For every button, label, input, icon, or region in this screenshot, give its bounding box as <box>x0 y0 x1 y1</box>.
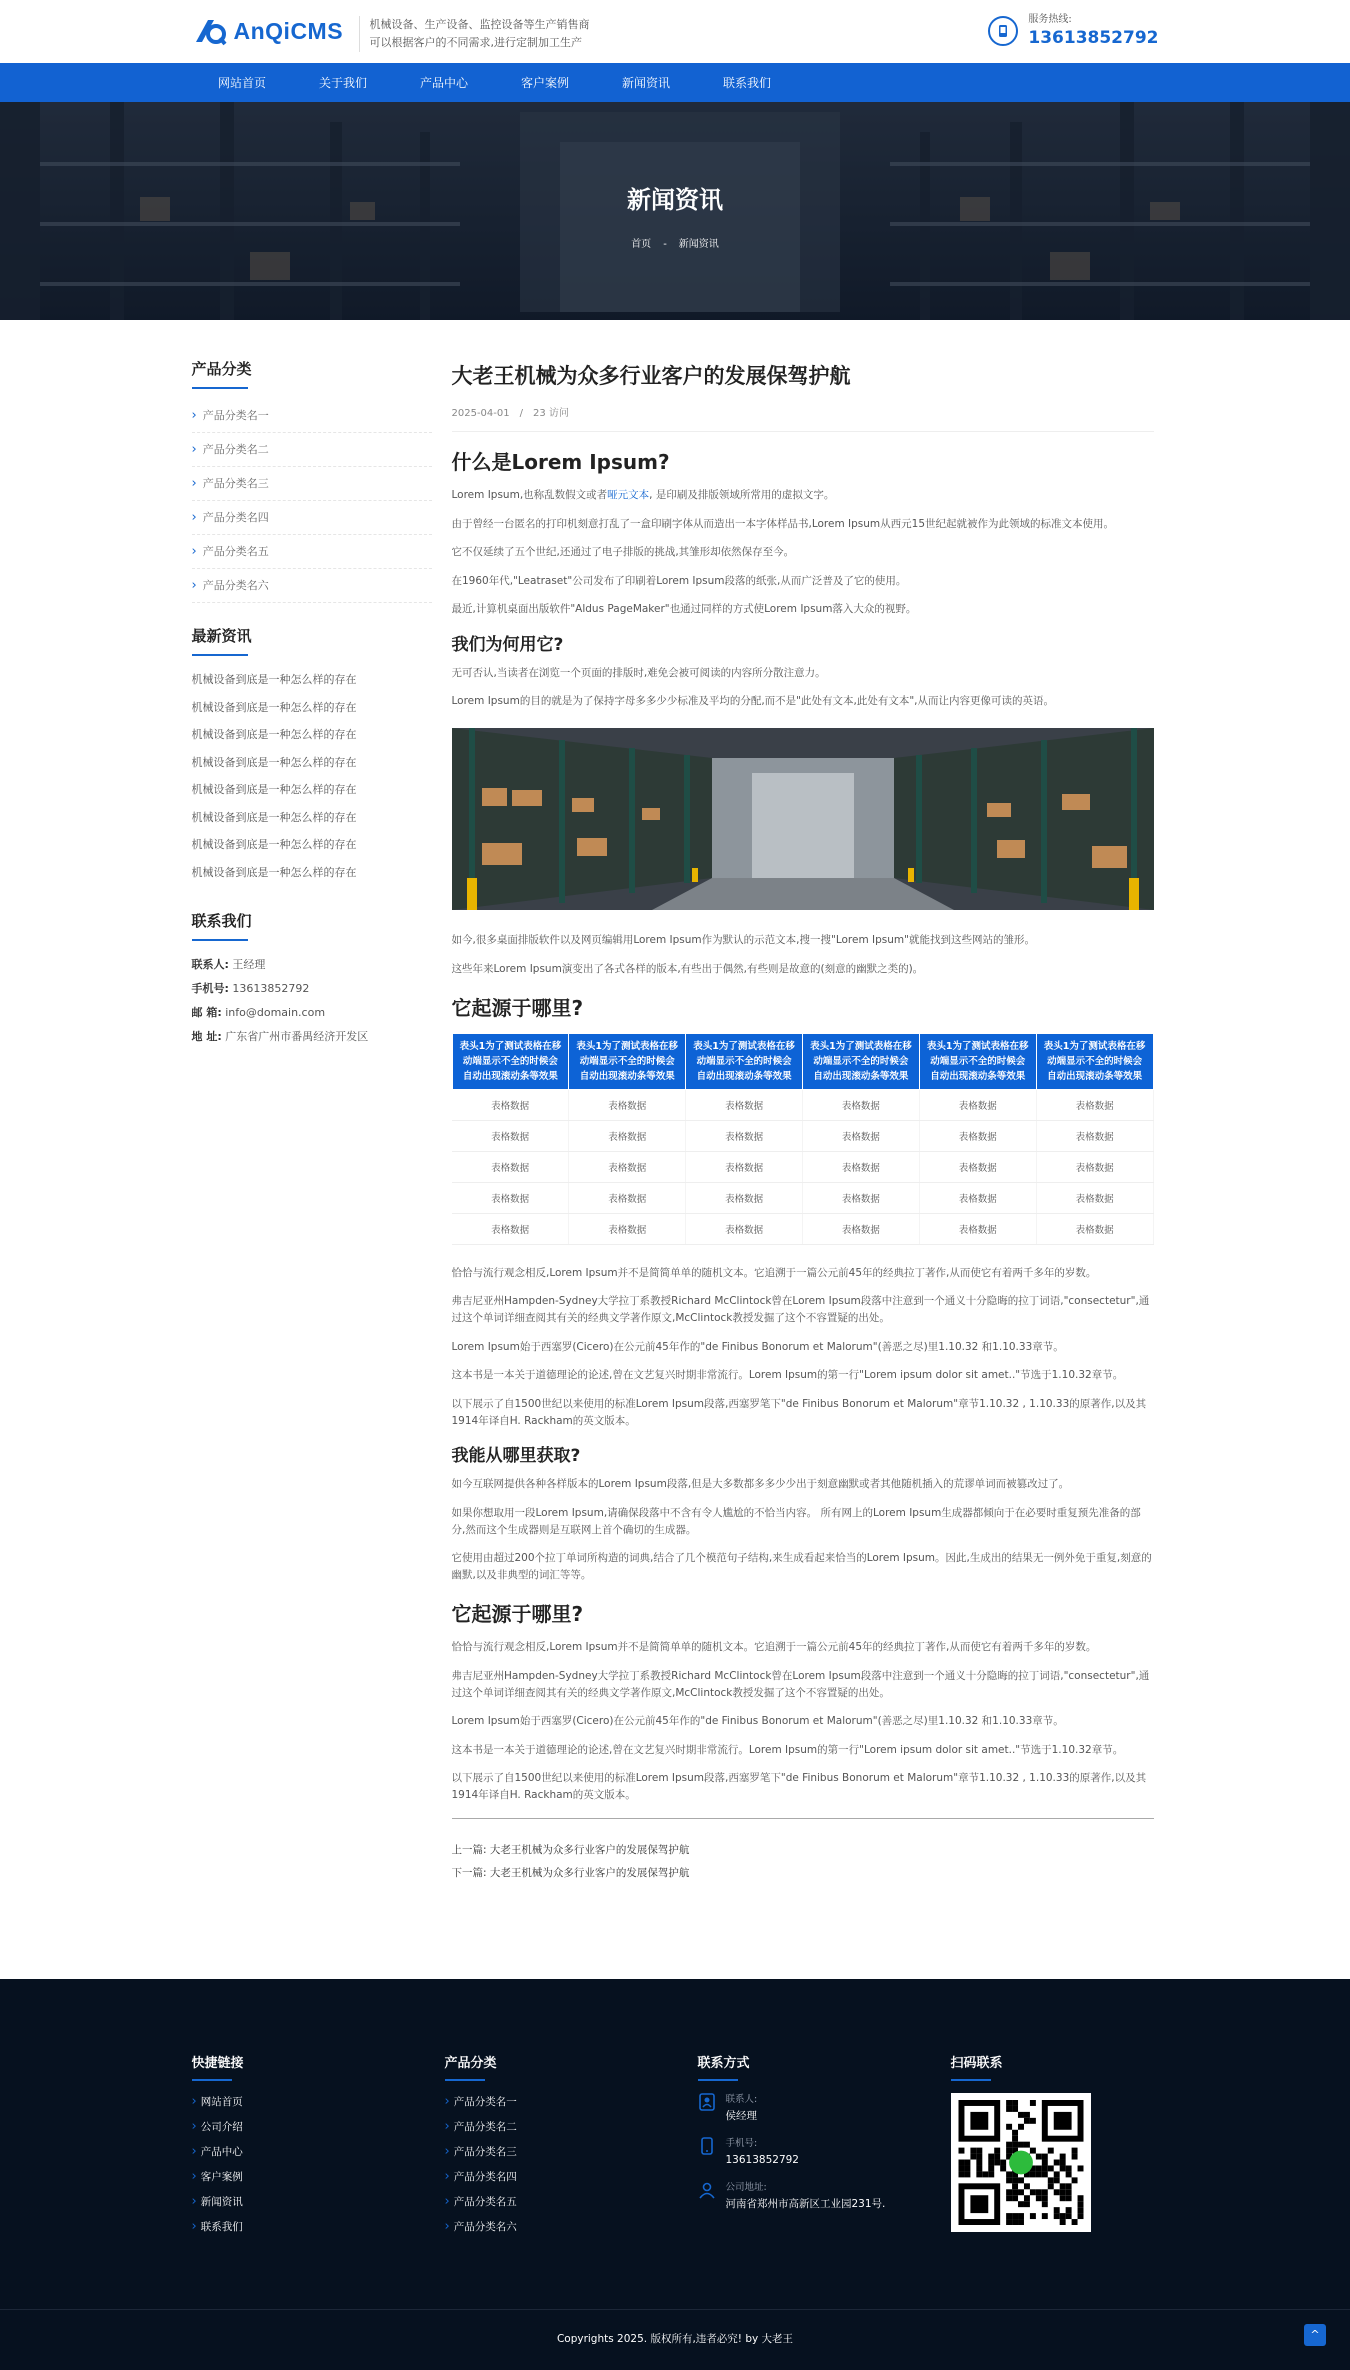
table-cell: 表格数据 <box>919 1120 1036 1151</box>
article <box>452 358 1154 1885</box>
table-cell: 表格数据 <box>802 1151 919 1182</box>
footer-link[interactable]: › 客户案例 <box>192 2164 244 2189</box>
paragraph: 在1960年代,"Leatraset"公司发布了印刷着Lorem Ipsum段落的纸张,从而广泛普及了它的使用。 <box>451 574 907 587</box>
footer-categories-title: 产品分类 <box>445 2052 517 2081</box>
section-subheading: 我能从哪里获取? <box>451 1446 581 1466</box>
logo-icon <box>192 16 228 46</box>
table-cell: 表格数据 <box>686 1213 803 1244</box>
table-header-row <box>452 1033 1153 1089</box>
breadcrumb <box>0 235 1350 250</box>
slogan-line-2: 可以根据客户的不同需求,进行定制加工生产 <box>369 36 582 49</box>
category-list <box>192 399 432 603</box>
paragraph: Lorem Ipsum始于西塞罗(Cicero)在公元前45年作的"de Finibus Bonorum et Malorum"(善恶之尽)里1.10.32 和1.10.33章节。 <box>451 1340 1064 1353</box>
contact-row <box>192 1001 432 1025</box>
table-cell: 表格数据 <box>569 1120 686 1151</box>
contact-row <box>192 953 432 977</box>
paragraph: 恰恰与流行观念相反,Lorem Ipsum并不是简简单单的随机文本。它追溯于一篇公元前45年的经典拉丁著作,从而使它有着两千多年的岁数。 <box>451 1266 1097 1279</box>
category-item[interactable]: › 产品分类名一 <box>192 399 432 433</box>
data-table <box>452 1033 1154 1245</box>
footer-contact-phone: 手机号: 13613852792 <box>698 2137 886 2169</box>
paragraph: 如今互联网提供各种各样版本的Lorem Ipsum段落,但是大多数都多多少少出于刻意幽默或者其他随机插入的荒谬单词而被篡改过了。 <box>451 1478 1070 1490</box>
table-cell: 表格数据 <box>452 1120 569 1151</box>
footer-categories <box>445 2052 517 2239</box>
breadcrumb-home[interactable]: 首页 <box>631 239 652 250</box>
paragraph: 它不仅延续了五个世纪,还通过了电子排版的挑战,其雏形却依然保存至今。 <box>451 546 795 558</box>
table-cell: 表格数据 <box>569 1151 686 1182</box>
table-header-cell: 表头1为了测试表格在移动端显示不全的时候会自动出现滚动条等效果 <box>452 1033 569 1089</box>
footer-link[interactable]: › 联系我们 <box>192 2214 244 2239</box>
contact-label: 联系人: <box>191 958 229 971</box>
nav-item-news[interactable]: 新闻资讯 <box>621 76 670 90</box>
copyright: Copyrights 2025. 版权所有,违者必究! by 大老王 <box>556 2333 794 2345</box>
paragraph: 这些年来Lorem Ipsum演变出了各式各样的版本,有些出于偶然,有些则是故意的(刻意的幽默之类的)。 <box>451 962 924 975</box>
footer-category-link[interactable]: › 产品分类名六 <box>445 2214 517 2239</box>
table-cell: 表格数据 <box>686 1089 803 1120</box>
sidebar-contact-list <box>192 953 432 1049</box>
table-row <box>452 1120 1153 1151</box>
footer-link[interactable]: › 产品中心 <box>192 2139 244 2164</box>
phone-icon <box>988 16 1018 46</box>
table-cell: 表格数据 <box>686 1182 803 1213</box>
footer-link[interactable]: › 网站首页 <box>192 2089 244 2114</box>
table-cell: 表格数据 <box>569 1182 686 1213</box>
table-cell: 表格数据 <box>919 1213 1036 1244</box>
contact-value: 广东省广州市番禺经济开发区 <box>225 1030 369 1043</box>
contact-value: 13613852792 <box>232 982 310 995</box>
logo-text: AnQiCMS <box>233 17 344 44</box>
breadcrumb-current[interactable]: 新闻资讯 <box>678 239 719 250</box>
table-cell: 表格数据 <box>1036 1089 1153 1120</box>
category-item[interactable]: › 产品分类名六 <box>192 569 432 603</box>
person-card-icon <box>698 2093 716 2111</box>
article-meta <box>452 404 1154 432</box>
page-banner <box>0 102 1350 320</box>
paragraph: 以下展示了自1500世纪以来使用的标准Lorem Ipsum段落,西塞罗笔下"de Finibus Bonorum et Malorum"章节1.10.32 , 1.10.33的原著作,以及其1914年译自H. Rackham的英文版本。 <box>451 1397 1147 1427</box>
main-nav <box>0 63 1350 102</box>
logo[interactable] <box>192 16 344 46</box>
paragraph: 这本书是一本关于道德理论的论述,曾在文艺复兴时期非常流行。Lorem Ipsum的第一行"Lorem ipsum dolor sit amet.."节选于1.10.32章节。 <box>451 1743 1124 1756</box>
qr-code-image <box>951 2093 1091 2232</box>
top-header <box>0 0 1350 63</box>
paragraph: 由于曾经一台匿名的打印机刻意打乱了一盒印刷字体从而造出一本字体样品书,Lorem Ipsum从西元15世纪起就被作为此领域的标准文本使用。 <box>451 517 1115 530</box>
paragraph: Lorem Ipsum始于西塞罗(Cicero)在公元前45年作的"de Finibus Bonorum et Malorum"(善恶之尽)里1.10.32 和1.10.33章节。 <box>451 1715 1064 1727</box>
contact-label: 地 址: <box>191 1030 222 1043</box>
slogan <box>359 16 590 52</box>
paragraph: 以下展示了自1500世纪以来使用的标准Lorem Ipsum段落,西塞罗笔下"de Finibus Bonorum et Malorum"章节1.10.32 , 1.10.33的原著作,以及其1914年译自H. Rackham的英文版本。 <box>451 1772 1147 1801</box>
prev-next-nav <box>452 1818 1154 1885</box>
table-cell: 表格数据 <box>919 1182 1036 1213</box>
warehouse-image <box>452 728 1154 910</box>
table-row <box>452 1089 1153 1120</box>
paragraph: Lorem Ipsum的目的就是为了保持字母多多少少标准及平均的分配,而不是"此处有文本,此处有文本",从而让内容更像可读的英语。 <box>451 695 1054 707</box>
table-cell: 表格数据 <box>802 1120 919 1151</box>
table-cell: 表格数据 <box>1036 1182 1153 1213</box>
category-item[interactable]: › 产品分类名二 <box>192 433 432 467</box>
banner-title: 新闻资讯 <box>627 186 723 214</box>
table-cell: 表格数据 <box>1036 1151 1153 1182</box>
news-item[interactable]: 机械设备到底是一种怎么样的存在 <box>191 755 357 769</box>
footer-links-title: 快捷链接 <box>192 2052 244 2081</box>
contact-row <box>192 977 432 1001</box>
news-item[interactable]: 机械设备到底是一种怎么样的存在 <box>191 838 357 851</box>
slogan-line-1: 机械设备、生产设备、监控设备等生产销售商 <box>369 18 590 31</box>
article-views: 23 访问 <box>533 408 569 419</box>
sidebar-categories-title: 产品分类 <box>192 358 432 389</box>
category-item[interactable]: › 产品分类名五 <box>192 535 432 569</box>
news-item[interactable]: 机械设备到底是一种怎么样的存在 <box>191 700 357 714</box>
footer-contact <box>698 2052 886 2213</box>
meta-separator: / <box>519 408 523 419</box>
footer-category-link[interactable]: › 产品分类名三 <box>445 2139 517 2164</box>
footer-qr-title: 扫码联系 <box>951 2052 1091 2081</box>
table-header-cell: 表头1为了测试表格在移动端显示不全的时候会自动出现滚动条等效果 <box>802 1033 919 1089</box>
table-cell: 表格数据 <box>569 1089 686 1120</box>
footer-category-link[interactable]: › 产品分类名一 <box>445 2089 517 2114</box>
table-header-cell: 表头1为了测试表格在移动端显示不全的时候会自动出现滚动条等效果 <box>919 1033 1036 1089</box>
hotline-label: 服务热线: <box>1028 14 1072 25</box>
category-item[interactable]: › 产品分类名四 <box>192 501 432 535</box>
paragraph: 如今,很多桌面排版软件以及网页编辑用Lorem Ipsum作为默认的示范文本,搜一搜"Lorem Ipsum"就能找到这些网站的雏形。 <box>451 934 1035 946</box>
news-item[interactable]: 机械设备到底是一种怎么样的存在 <box>191 728 357 741</box>
qr-code-icon <box>958 2100 1084 2225</box>
hotline <box>988 13 1158 49</box>
table-cell: 表格数据 <box>802 1089 919 1120</box>
paragraph: 如果你想取用一段Lorem Ipsum,请确保段落中不含有令人尴尬的不恰当内容。 所有网上的Lorem Ipsum生成器都倾向于在必要时重复预先准备的部分,然而这个生成器则是互联网上首个确切的生成器。 <box>451 1506 1141 1536</box>
paragraph: 弗吉尼亚州Hampden-Sydney大学拉丁系教授Richard McClintock曾在Lorem Ipsum段落中注意到一个通义十分隐晦的拉丁词语,"consectetur",通过这个单词详细查阅其有关的经典文学著作原文,McClintock教授发掘了这个不容置疑的出处。 <box>451 1295 1150 1324</box>
nav-item-products[interactable]: 产品中心 <box>419 76 468 90</box>
news-item[interactable]: 机械设备到底是一种怎么样的存在 <box>191 865 357 879</box>
nav-item-cases[interactable]: 客户案例 <box>520 76 569 90</box>
category-item[interactable]: › 产品分类名三 <box>192 467 432 501</box>
footer-contact-title: 联系方式 <box>698 2052 886 2081</box>
contact-value: 王经理 <box>232 958 266 971</box>
contact-label: 手机号: <box>191 982 229 995</box>
table-cell: 表格数据 <box>452 1151 569 1182</box>
article-date: 2025-04-01 <box>451 408 510 419</box>
news-item[interactable]: 机械设备到底是一种怎么样的存在 <box>191 810 357 824</box>
table-cell: 表格数据 <box>1036 1120 1153 1151</box>
footer-divider <box>0 2309 1350 2310</box>
news-item[interactable]: 机械设备到底是一种怎么样的存在 <box>191 673 357 686</box>
news-item[interactable]: 机械设备到底是一种怎么样的存在 <box>191 783 357 796</box>
footer-category-link[interactable]: › 产品分类名二 <box>445 2114 517 2139</box>
paragraph: 无可否认,当读者在浏览一个页面的排版时,难免会被可阅读的内容所分散注意力。 <box>451 666 826 679</box>
nav-item-about[interactable]: 关于我们 <box>318 76 367 90</box>
mobile-icon <box>698 2137 716 2155</box>
hotline-number: 13613852792 <box>1028 28 1159 48</box>
table-row <box>452 1213 1153 1244</box>
paragraph: Lorem Ipsum,也称乱数假文或者哑元文本, 是印刷及排版领域所常用的虚拟文字。 <box>451 489 835 501</box>
inline-link[interactable]: 哑元文本 <box>607 489 650 501</box>
table-cell: 表格数据 <box>569 1213 686 1244</box>
section-heading: 它起源于哪里? <box>451 1602 584 1626</box>
user-icon <box>698 2181 716 2199</box>
footer-links <box>192 2052 244 2239</box>
section-heading: 什么是Lorem Ipsum? <box>451 450 670 474</box>
table-cell: 表格数据 <box>1036 1213 1153 1244</box>
footer-contact-person: 联系人: 侯经理 <box>698 2093 886 2125</box>
table-cell: 表格数据 <box>452 1089 569 1120</box>
contact-value: info@domain.com <box>225 1006 326 1019</box>
footer-category-link[interactable]: › 产品分类名五 <box>445 2189 517 2214</box>
table-cell: 表格数据 <box>452 1182 569 1213</box>
article-title: 大老王机械为众多行业客户的发展保驾护航 <box>451 364 851 388</box>
contact-label: 邮 箱: <box>191 1006 222 1019</box>
table-cell: 表格数据 <box>802 1182 919 1213</box>
paragraph: 它使用由超过200个拉丁单词所构造的词典,结合了几个模范句子结构,来生成看起来恰当的Lorem Ipsum。因此,生成出的结果无一例外免于重复,刻意的幽默,以及非典型的词汇等等。 <box>451 1552 1152 1581</box>
section-subheading: 我们为何用它? <box>451 634 564 655</box>
footer <box>0 1979 1350 2370</box>
table-row <box>452 1182 1153 1213</box>
footer-qr <box>951 2052 1091 2232</box>
footer-link[interactable]: › 新闻资讯 <box>192 2189 244 2214</box>
breadcrumb-separator: - <box>663 239 667 250</box>
sidebar <box>192 358 432 1885</box>
table-cell: 表格数据 <box>452 1213 569 1244</box>
table-cell: 表格数据 <box>919 1151 1036 1182</box>
paragraph: 这本书是一本关于道德理论的论述,曾在文艺复兴时期非常流行。Lorem Ipsum的第一行"Lorem ipsum dolor sit amet.."节选于1.10.32章节。 <box>451 1369 1124 1381</box>
paragraph: 最近,计算机桌面出版软件"Aldus PageMaker"也通过同样的方式使Lorem Ipsum落入大众的视野。 <box>451 603 917 615</box>
footer-contact-address: 公司地址: 河南省郑州市高新区工业园231号. <box>698 2181 886 2213</box>
paragraph: 弗吉尼亚州Hampden-Sydney大学拉丁系教授Richard McClintock曾在Lorem Ipsum段落中注意到一个通义十分隐晦的拉丁词语,"consectetur",通过这个单词详细查阅其有关的经典文学著作原文,McClintock教授发掘了这个不容置疑的出处。 <box>451 1669 1150 1699</box>
latest-news-list <box>192 666 432 886</box>
table-header-cell: 表头1为了测试表格在移动端显示不全的时候会自动出现滚动条等效果 <box>569 1033 686 1089</box>
next-article-link[interactable]: 下一篇: 大老王机械为众多行业客户的发展保驾护航 <box>451 1867 690 1879</box>
nav-item-home[interactable]: 网站首页 <box>217 76 266 90</box>
table-row <box>452 1151 1153 1182</box>
table-cell: 表格数据 <box>686 1151 803 1182</box>
table-header-cell: 表头1为了测试表格在移动端显示不全的时候会自动出现滚动条等效果 <box>1036 1033 1153 1089</box>
table-cell: 表格数据 <box>686 1120 803 1151</box>
table-cell: 表格数据 <box>919 1089 1036 1120</box>
section-heading: 它起源于哪里? <box>451 995 584 1020</box>
contact-row <box>192 1025 432 1049</box>
back-to-top-button[interactable]: ^ <box>1304 2324 1326 2346</box>
table-cell: 表格数据 <box>802 1213 919 1244</box>
paragraph: 恰恰与流行观念相反,Lorem Ipsum并不是简简单单的随机文本。它追溯于一篇公元前45年的经典拉丁著作,从而使它有着两千多年的岁数。 <box>451 1641 1097 1653</box>
sidebar-contact-title: 联系我们 <box>192 910 432 941</box>
footer-category-link[interactable]: › 产品分类名四 <box>445 2164 517 2189</box>
sidebar-news-title: 最新资讯 <box>192 625 432 656</box>
footer-link[interactable]: › 公司介绍 <box>192 2114 244 2139</box>
prev-article-link[interactable]: 上一篇: 大老王机械为众多行业客户的发展保驾护航 <box>451 1844 690 1856</box>
table-header-cell: 表头1为了测试表格在移动端显示不全的时候会自动出现滚动条等效果 <box>686 1033 803 1089</box>
nav-item-contact[interactable]: 联系我们 <box>722 76 771 90</box>
